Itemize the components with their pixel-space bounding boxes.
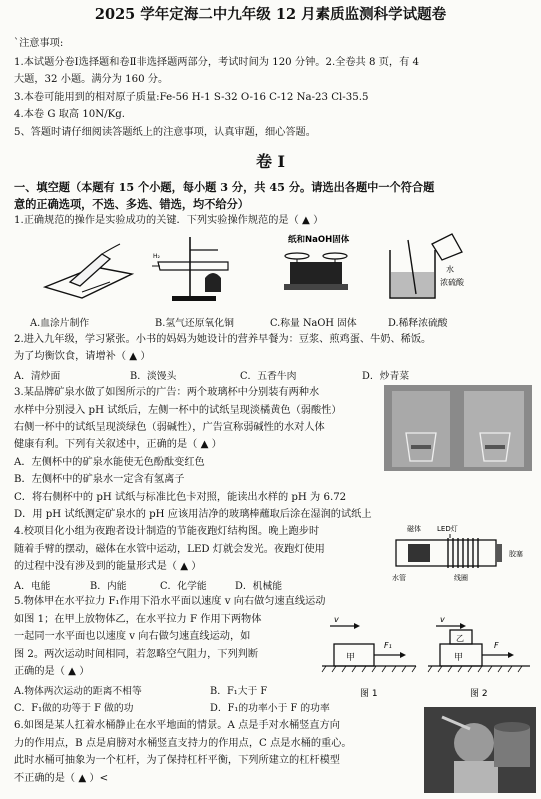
dilute-acid-figure [380,232,490,307]
section-title: 卷 I [255,152,286,171]
q1-option-a: A.血涂片制作 [30,318,90,329]
q4-stem: 4.校项目化小组为夜跑者设计制造的节能夜跑灯结构图。晚上跑步时 [14,526,320,537]
q1-stem: 1.正确规范的操作是实验成功的关键．下列实验操作规范的是（ ▲ ） [14,215,324,226]
q3-stem: 右侧一杯中的试纸呈现淡绿色（弱碱性），广告宣称弱碱性的水对人体 [14,422,325,433]
part-heading: 一、填空题（本题有 15 个小题，每小题 3 分，共 45 分。请选出各题中一个符合题 [14,180,435,194]
q2-option-c: C．五香牛肉 [240,371,297,382]
svg-text:H₂: H₂ [153,253,160,260]
exam-title: 2025 学年定海二中九年级 12 月素质监测科学试题卷 [94,6,447,23]
night-run-light-figure [392,522,537,592]
q5-stem: 如图 1；在甲上放物体乙，在水平拉力 F 作用下两物体 [14,614,262,625]
block-yi-label: 乙 [456,634,464,643]
q4-stem: 的过程中没有涉及到的能量形式是（ ▲ ） [14,561,202,572]
q4-option-a: A．电能 [14,581,51,592]
person-carrying-bucket-photo [424,707,536,793]
velocity-label: v [440,615,445,624]
q5-option-c: C．F₁做的功等于 F 做的功 [14,703,134,714]
hydrogen-reduction-figure [150,232,250,307]
block-jia-label: 甲 [346,653,356,663]
notes-heading: `注意事项: [14,38,64,49]
q6-stem: 不正确的是（ ▲ ）< [14,773,109,784]
q3-option-a: A．左侧杯中的矿泉水能使无色酚酞变红色 [14,457,205,468]
q6-stem: 此时水桶可抽象为一个杠杆，为了保持杠杆平衡，下列所建立的杠杆模型 [14,755,340,766]
notes-line: 3.本卷可能用到的相对原子质量:Fe-56 H-1 S-32 O-16 C-12 Na-23 Cl-35.5 [14,92,369,103]
q4-option-d: D．机械能 [235,581,283,592]
q6-stem: 力的作用点，B 点是肩膀对水桶竖直支持力的作用点，C 点是水桶的重心。 [14,738,352,749]
tube-label: 水管 [392,574,406,582]
plug-label: 胶塞 [509,550,523,558]
notes-line: 5、答题时请仔细阅读答题纸上的注意事项，认真审题，细心答题。 [14,127,316,138]
q2-option-a: A．清炒面 [14,371,61,382]
q4-option-c: C．化学能 [160,581,207,592]
q5-option-a: A.物体两次运动的距离不相等 [14,686,142,697]
blood-smear-figure [40,232,140,307]
coil-label: 线圈 [454,574,468,582]
q3-option-b: B．左侧杯中的矿泉水一定含有氢离子 [14,474,185,485]
part-heading: 意的正确选项，不选、多选、错选，均不给分） [14,197,249,211]
q6-stem: 6.如图是某人扛着水桶静止在水平地面的情景。A 点是手对水桶竖直方向 [14,720,340,731]
q2-option-b: B．淡馒头 [130,371,177,382]
acid-label: 浓硫酸 [440,278,464,287]
q3-stem: 水样中分别浸入 pH 试纸后，左侧一杯中的试纸呈现淡橘黄色（弱酸性） [14,405,342,416]
q3-option-d: D．用 pH 试纸测定矿泉水的 pH 应该用洁净的玻璃棒蘸取后涂在湿润的试纸上 [14,509,372,520]
notes-line: 1.本试题分卷Ⅰ选择题和卷Ⅱ非选择题两部分，考试时间为 120 分钟。2.全卷共 8 页，有 4 [14,57,419,68]
q1-option-d: D.稀释浓硫酸 [388,318,448,329]
q5-option-d: D．F₁的功率小于 F 的功率 [210,703,330,714]
velocity-label: v [334,615,339,624]
force-f1-label: F₁ [384,641,392,650]
block-jia-label: 甲 [454,653,464,663]
q3-stem: 3.某品牌矿泉水做了如图所示的广告：两个玻璃杯中分别装有两种水 [14,387,320,398]
force-motion-figure [320,608,540,700]
q3-option-c: C．将右侧杯中的 pH 试纸与标准比色卡对照，能读出水样的 pH 为 6.72 [14,492,347,503]
mineral-water-photo [384,385,532,471]
notes-line: 大题，32 小题。满分为 160 分。 [14,74,169,85]
fig1-label: 图 1 [360,689,378,699]
q3-stem: 健康有利。下列有关叙述中，正确的是（ ▲ ） [14,439,222,450]
q4-stem: 随着手臂的摆动，磁体在水管中运动，LED 灯就会发光。夜跑灯使用 [14,544,325,555]
weighing-naoh-figure [262,232,367,307]
q5-stem: 一起同一水平面也以速度 v 向右做匀速直线运动，如 [14,631,251,642]
led-label: LED灯 [437,525,458,533]
q2-stem: 为了均衡饮食，请增补（ ▲ ） [14,351,151,362]
water-label: 水 [446,265,454,274]
q5-option-b: B．F₁大于 F [210,686,268,697]
q5-stem: 5.物体甲在水平拉力 F₁作用下沿水平面以速度 v 向右做匀速直线运动 [14,596,326,607]
naoh-label: 纸和NaOH固体 [288,235,350,245]
q1-option-c: C.称量 NaOH 固体 [270,318,357,329]
q5-stem: 正确的是（ ▲ ） [14,666,90,677]
force-f-label: F [494,641,499,650]
q2-option-d: D．炒青菜 [362,371,410,382]
notes-line: 4.本卷 G 取高 10N/Kg. [14,109,126,120]
magnet-label: 磁体 [407,525,421,533]
q5-stem: 图 2。两次运动时间相同，若忽略空气阻力，下列判断 [14,649,259,660]
fig2-label: 图 2 [470,689,488,699]
q4-option-b: B．内能 [90,581,127,592]
q2-stem: 2.进入九年级，学习紧张。小书的妈妈为她设计的营养早餐为：豆浆、煎鸡蛋、牛奶、稀饭。 [14,334,432,345]
q1-option-b: B.氢气还原氧化铜 [155,318,234,329]
